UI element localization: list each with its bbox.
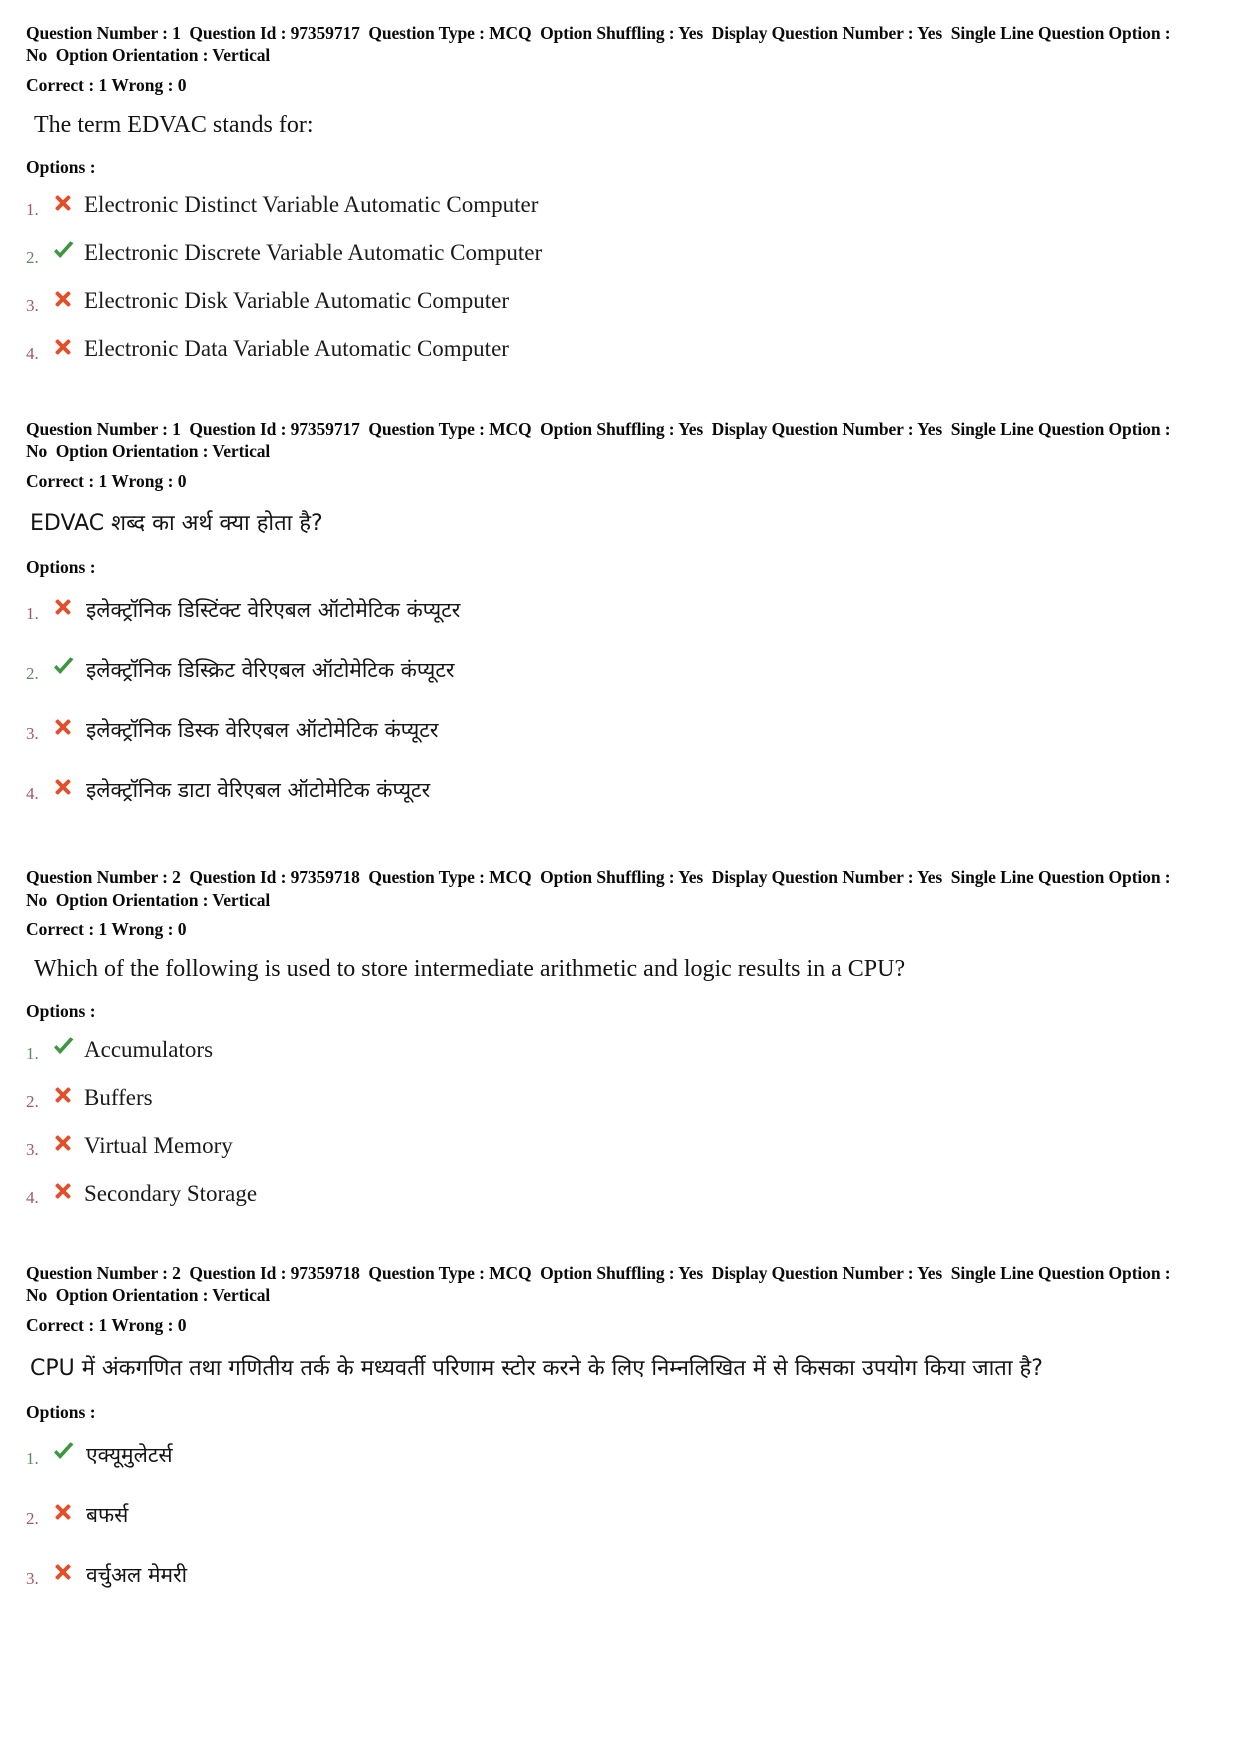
meta-option-orientation: Option Orientation : Vertical <box>55 1285 271 1306</box>
option-row[interactable] <box>26 766 1214 804</box>
check-icon <box>52 656 78 684</box>
option-text: एक्यूमुलेटर्स <box>86 1442 173 1467</box>
meta-option-shuffling: Option Shuffling : Yes <box>540 1263 704 1284</box>
option-number: 4. <box>26 784 39 804</box>
meta-single-line-question-option: Single Line Question Option : No <box>26 418 1171 462</box>
meta-single-line-question-option: Single Line Question Option : No <box>26 1263 1171 1306</box>
cross-icon <box>52 1084 78 1112</box>
option-row[interactable] <box>26 646 1214 684</box>
option-number: 4. <box>26 343 39 363</box>
cross-icon <box>52 1180 78 1208</box>
meta-question-id: Question Id : 97359718 <box>189 867 360 888</box>
option-row[interactable] <box>26 234 1214 268</box>
options-list <box>26 1431 1214 1589</box>
block-separator <box>26 826 1214 866</box>
options-list <box>26 1030 1214 1208</box>
score-line: Correct : 1 Wrong : 0 <box>26 470 187 491</box>
question-block <box>26 866 1214 1208</box>
question-text: EDVAC शब्द का अर्थ क्या होता है? <box>30 511 323 537</box>
option-text: इलेक्ट्रॉनिक डिस्क्रिट वेरिएबल ऑटोमेटिक कंप्यूटर <box>86 658 455 683</box>
option-text: Buffers <box>84 1084 153 1110</box>
block-separator <box>26 1222 1214 1262</box>
meta-question-id: Question Id : 97359717 <box>189 418 360 439</box>
cross-icon <box>52 192 78 220</box>
option-text: Virtual Memory <box>84 1132 233 1158</box>
meta-display-question-number: Display Question Number : Yes <box>711 23 943 43</box>
block-separator <box>26 378 1214 418</box>
cross-icon <box>52 596 78 624</box>
option-row[interactable] <box>26 1078 1214 1112</box>
option-number: 2. <box>26 664 39 684</box>
score-line: Correct : 1 Wrong : 0 <box>26 74 187 95</box>
options-label: Options : <box>26 1401 96 1422</box>
option-number: 1. <box>26 1044 39 1064</box>
option-text: इलेक्ट्रॉनिक डाटा वेरिएबल ऑटोमेटिक कंप्यूटर <box>86 778 431 803</box>
question-text: Which of the following is used to store intermediate arithmetic and logic results in a CPU? <box>34 955 906 982</box>
option-row[interactable] <box>26 1431 1214 1469</box>
score-line: Correct : 1 Wrong : 0 <box>26 919 187 940</box>
option-row[interactable] <box>26 1030 1214 1064</box>
meta-option-orientation: Option Orientation : Vertical <box>55 441 271 462</box>
meta-option-orientation: Option Orientation : Vertical <box>55 45 271 66</box>
option-number: 3. <box>26 1568 39 1588</box>
option-row[interactable] <box>26 1174 1214 1208</box>
meta-question-number: Question Number : 2 <box>26 867 181 888</box>
meta-question-type: Question Type : MCQ <box>368 23 532 43</box>
cross-icon <box>52 716 78 744</box>
option-row[interactable] <box>26 706 1214 744</box>
meta-option-shuffling: Option Shuffling : Yes <box>540 23 704 43</box>
meta-display-question-number: Display Question Number : Yes <box>711 1263 943 1284</box>
option-text: Electronic Data Variable Automatic Computer <box>84 336 509 362</box>
meta-display-question-number: Display Question Number : Yes <box>711 867 943 888</box>
cross-icon <box>52 1561 78 1589</box>
meta-option-orientation: Option Orientation : Vertical <box>55 889 271 910</box>
option-text: Electronic Discrete Variable Automatic Computer <box>84 240 543 266</box>
question-meta-line <box>26 22 1214 67</box>
question-meta-line <box>26 1262 1214 1307</box>
option-number: 1. <box>26 604 39 624</box>
options-label: Options : <box>26 1001 96 1022</box>
question-blocks-container <box>26 22 1214 1589</box>
option-text: Secondary Storage <box>84 1180 258 1206</box>
option-number: 2. <box>26 1092 39 1112</box>
meta-question-number: Question Number : 1 <box>26 418 181 439</box>
option-row[interactable] <box>26 586 1214 624</box>
question-text: CPU में अंकगणित तथा गणितीय तर्क के मध्यवर्ती परिणाम स्टोर करने के लिए निम्नलिखित में से किसका उपयोग किया जाता है? <box>30 1355 1043 1381</box>
check-icon <box>52 240 78 268</box>
option-row[interactable] <box>26 1551 1214 1589</box>
cross-icon <box>52 1132 78 1160</box>
meta-question-number: Question Number : 1 <box>26 23 181 43</box>
option-text: Accumulators <box>84 1036 214 1062</box>
cross-icon <box>52 288 78 316</box>
question-block <box>26 1262 1214 1589</box>
cross-icon <box>52 776 78 804</box>
cross-icon <box>52 336 78 364</box>
meta-question-type: Question Type : MCQ <box>368 418 532 439</box>
meta-question-type: Question Type : MCQ <box>368 1263 532 1284</box>
question-meta-line <box>26 866 1214 911</box>
meta-question-number: Question Number : 2 <box>26 1263 181 1284</box>
meta-question-type: Question Type : MCQ <box>368 867 532 888</box>
option-row[interactable] <box>26 186 1214 220</box>
option-number: 3. <box>26 1140 39 1160</box>
option-text: इलेक्ट्रॉनिक डिस्क वेरिएबल ऑटोमेटिक कंप्यूटर <box>86 718 439 743</box>
question-text: The term EDVAC stands for: <box>34 111 314 138</box>
options-label: Options : <box>26 557 96 578</box>
option-text: इलेक्ट्रॉनिक डिस्टिंक्ट वेरिएबल ऑटोमेटिक कंप्यूटर <box>86 598 461 623</box>
option-number: 2. <box>26 247 39 267</box>
option-text: Electronic Distinct Variable Automatic Computer <box>84 192 539 218</box>
question-block <box>26 22 1214 364</box>
option-text: वर्चुअल मेमरी <box>86 1562 188 1587</box>
check-icon <box>52 1441 78 1469</box>
meta-option-shuffling: Option Shuffling : Yes <box>540 867 704 888</box>
options-list <box>26 586 1214 804</box>
check-icon <box>52 1036 78 1064</box>
option-number: 3. <box>26 295 39 315</box>
options-label: Options : <box>26 156 96 177</box>
meta-single-line-question-option: Single Line Question Option : No <box>26 23 1171 66</box>
option-row[interactable] <box>26 282 1214 316</box>
option-text: बफर्स <box>86 1502 129 1527</box>
option-number: 2. <box>26 1508 39 1528</box>
option-row[interactable] <box>26 330 1214 364</box>
meta-display-question-number: Display Question Number : Yes <box>711 418 943 439</box>
question-meta-line <box>26 418 1214 463</box>
option-row[interactable] <box>26 1126 1214 1160</box>
meta-option-shuffling: Option Shuffling : Yes <box>540 418 704 439</box>
option-number: 3. <box>26 724 39 744</box>
cross-icon <box>52 1501 78 1529</box>
option-number: 1. <box>26 199 39 219</box>
options-list <box>26 186 1214 364</box>
meta-question-id: Question Id : 97359717 <box>189 23 360 43</box>
option-text: Electronic Disk Variable Automatic Computer <box>84 288 509 314</box>
option-row[interactable] <box>26 1491 1214 1529</box>
meta-question-id: Question Id : 97359718 <box>189 1263 360 1284</box>
question-block <box>26 418 1214 805</box>
option-number: 1. <box>26 1448 39 1468</box>
score-line: Correct : 1 Wrong : 0 <box>26 1314 187 1335</box>
option-number: 4. <box>26 1188 39 1208</box>
meta-single-line-question-option: Single Line Question Option : No <box>26 867 1171 910</box>
